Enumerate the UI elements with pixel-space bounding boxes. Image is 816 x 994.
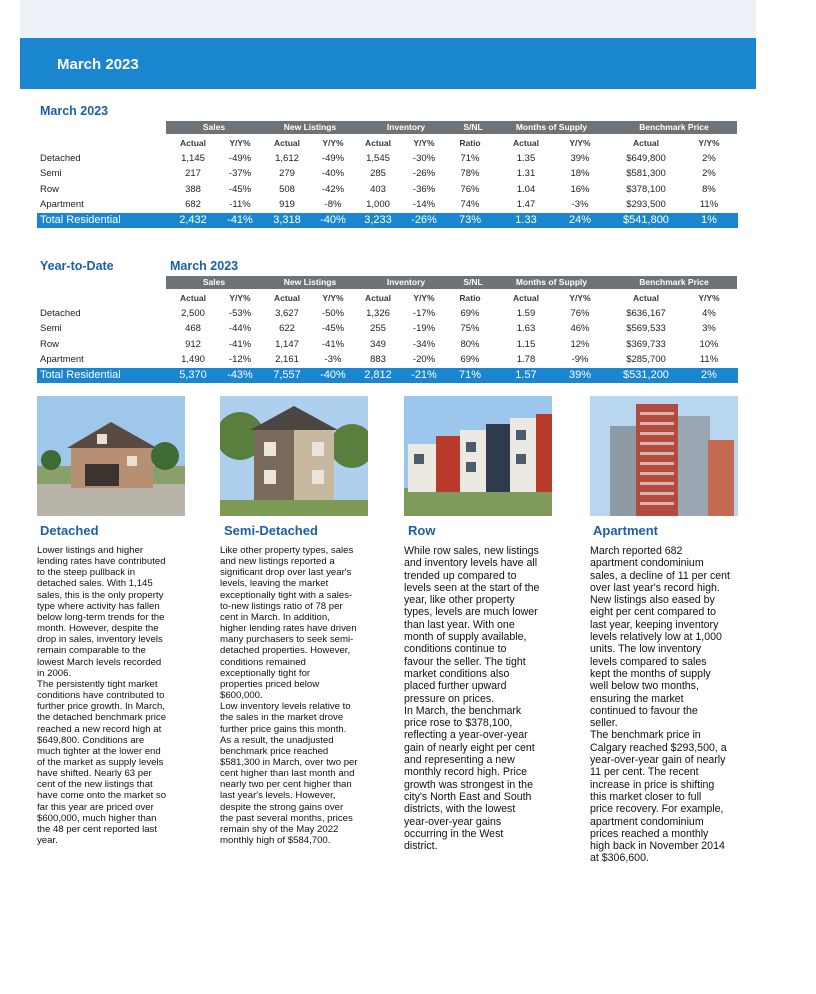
subheader: Y/Y% [569, 293, 591, 303]
subheader: Y/Y% [698, 138, 720, 148]
table-cell: $369,733 [626, 339, 666, 350]
table-cell: -45% [228, 184, 252, 195]
total-cell: $541,800 [623, 214, 669, 226]
apartment-tower-photo [590, 396, 738, 516]
subheader: Y/Y% [322, 138, 344, 148]
table-cell: -53% [228, 308, 252, 319]
row-label-semi: Semi [40, 168, 62, 179]
group-label-new-listings: New Listings [283, 122, 337, 132]
subheader: Actual [513, 293, 539, 303]
table-cell: 69% [460, 354, 480, 365]
table-cell: 1.04 [516, 184, 536, 195]
table-cell: 11% [699, 354, 719, 365]
group-label-snl: S/NL [463, 277, 483, 287]
group-label-sales: Sales [202, 122, 226, 132]
table-cell: -42% [321, 184, 345, 195]
table-cell: 285 [370, 168, 386, 179]
total-cell: 73% [458, 214, 482, 226]
subheader: Y/Y% [229, 293, 251, 303]
table-cell: 1,490 [181, 354, 205, 365]
row-text: While row sales, new listings and inventory levels have all trended up compared to levels seen at the start of the year, like other property types, levels are much lower than last year. With one month of supply available, conditions continue to favour the seller. The tight market conditions also placed further upward pressure on prices. In March, the benchmark price rose to $378,100, reflecting a year-over-year gain of nearly eight per cent and representing a new monthly record high. Price growth was strongest in the city's North East and South districts, with the lowest year-over-year gains occurring in the West district. [404, 545, 540, 853]
table-cell: 1.15 [516, 339, 536, 350]
table-cell: 76% [460, 184, 480, 195]
table-cell: 508 [279, 184, 295, 195]
table-cell: 217 [185, 168, 201, 179]
table-cell: 3% [702, 323, 716, 334]
table-cell: -14% [412, 199, 436, 210]
table-cell: -20% [412, 354, 436, 365]
subheader: Actual [633, 138, 659, 148]
subheader: Y/Y% [229, 138, 251, 148]
table-cell: 69% [460, 308, 480, 319]
total-cell: 39% [568, 369, 592, 381]
table-cell: 2% [702, 153, 716, 164]
total-cell: 2,432 [179, 214, 207, 226]
subheader: Actual [365, 138, 391, 148]
table-cell: 1.35 [516, 153, 536, 164]
subheader: Actual [180, 138, 206, 148]
row-label-row: Row [40, 339, 60, 350]
table-cell: 1,000 [366, 199, 390, 210]
table-cell: -17% [412, 308, 436, 319]
table-cell: -41% [321, 339, 345, 350]
subheader: Actual [274, 293, 300, 303]
table-cell: 622 [279, 323, 295, 334]
total-cell: 71% [458, 369, 482, 381]
page-title: March 2023 [57, 56, 139, 73]
apartment-text: March reported 682 apartment condominium sales, a decline of 11 per cent over last year's record high. New listings also eased by eight per cent compared to last year, keeping inventory levels relatively low at 1,000 units. The low inventory levels compared to sales kept the months of supply well below two months, ensuring the market continued to favour the seller. The benchmark price in Calgary reached $293,500, a year-over-year gain of nearly 11 per cent. The recent increase in price is shifting this market closer to full price recovery. For example, apartment condominium prices reached a monthly high back in November 2014 at $306,600. [590, 545, 730, 865]
row-house-photo [404, 396, 552, 516]
detached-text: Lower listings and higher lending rates have contributed to the steep pullback in detached sales. With 1,145 sales, this is the only property type where activity has fallen below long-term trends for the month. However, despite the drop in sales, inventory levels remain comparable to the lowest March levels recorded in 2006. The persistently tight market conditions have contributed to further price growth. In March, the detached benchmark price reached a new record high at $649,800. Conditions are much tighter at the lower end of the market as supply levels have shifted. Nearly 63 per cent of the new listings that have come onto the market so far this year are priced over $600,000, much higher than the 48 per cent reported last year. [37, 545, 167, 847]
table-cell: 919 [279, 199, 295, 210]
table-cell: 403 [370, 184, 386, 195]
table-cell: -49% [321, 153, 345, 164]
group-label-inventory: Inventory [386, 277, 426, 287]
subheader: Y/Y% [322, 293, 344, 303]
total-cell: 1% [701, 214, 717, 226]
table-cell: 883 [370, 354, 386, 365]
row-label-row: Row [40, 184, 60, 195]
subheader: Y/Y% [698, 293, 720, 303]
table-cell: 2,161 [275, 354, 299, 365]
row-label-detached: Detached [40, 308, 81, 319]
total-cell: -40% [320, 369, 346, 381]
table-cell: $569,533 [626, 323, 666, 334]
table-cell: 279 [279, 168, 295, 179]
detached-heading: Detached [40, 523, 99, 538]
total-cell: 3,318 [273, 214, 301, 226]
table-cell: 3,627 [275, 308, 299, 319]
table-cell: 10% [699, 339, 719, 350]
table-cell: 39% [570, 153, 590, 164]
table-cell: -50% [321, 308, 345, 319]
table-cell: 1,326 [366, 308, 390, 319]
row-heading: Row [408, 523, 436, 538]
table-cell: -30% [412, 153, 436, 164]
table-cell: -40% [321, 168, 345, 179]
table-cell: 1,147 [275, 339, 299, 350]
table-cell: 18% [570, 168, 590, 179]
group-label-benchmark-price: Benchmark Price [639, 122, 709, 132]
total-cell: -43% [227, 369, 253, 381]
table-cell: $581,300 [626, 168, 666, 179]
table-cell: 1.59 [516, 308, 536, 319]
table-cell: 12% [570, 339, 590, 350]
subheader: Y/Y% [413, 138, 435, 148]
table-cell: 682 [185, 199, 201, 210]
total-cell: 2,812 [364, 369, 392, 381]
table-cell: -34% [412, 339, 436, 350]
subheader: Actual [633, 293, 659, 303]
row-label-detached: Detached [40, 153, 81, 164]
subheader: Y/Y% [413, 293, 435, 303]
total-cell: 5,370 [179, 369, 207, 381]
subheader: Actual [513, 138, 539, 148]
subheader: Actual [365, 293, 391, 303]
table-cell: -12% [228, 354, 252, 365]
march-section-label: March 2023 [40, 104, 109, 118]
top-strip [20, 0, 756, 38]
total-cell: 2% [701, 369, 717, 381]
total-cell: $531,200 [623, 369, 669, 381]
table-cell: 255 [370, 323, 386, 334]
total-cell: 7,557 [273, 369, 301, 381]
table-cell: -11% [229, 199, 251, 210]
table-cell: $285,700 [626, 354, 666, 365]
total-cell: -21% [411, 369, 437, 381]
total-cell: 1.33 [515, 214, 537, 226]
table-cell: 1,545 [366, 153, 390, 164]
apartment-heading: Apartment [593, 523, 659, 538]
total-cell: 24% [568, 214, 592, 226]
total-cell: 1.57 [515, 369, 537, 381]
table-cell: 46% [570, 323, 590, 334]
table-cell: $378,100 [626, 184, 666, 195]
table-cell: -49% [228, 153, 252, 164]
detached-house-photo [37, 396, 185, 516]
table-cell: 1.63 [516, 323, 536, 334]
group-label-new-listings: New Listings [283, 277, 337, 287]
table-cell: -26% [412, 168, 436, 179]
table-cell: 388 [185, 184, 201, 195]
subheader: Actual [274, 138, 300, 148]
table-cell: 8% [702, 184, 716, 195]
row-label-apartment: Apartment [40, 199, 84, 210]
table-cell: -44% [228, 323, 252, 334]
table-cell: -45% [321, 323, 345, 334]
group-label-months-of-supply: Months of Supply [515, 122, 588, 132]
table-cell: 349 [370, 339, 386, 350]
table-cell: 912 [185, 339, 201, 350]
total-row-label: Total Residential [40, 214, 121, 226]
table-cell: 76% [570, 308, 590, 319]
table-cell: 2,500 [181, 308, 205, 319]
table-cell: -19% [412, 323, 436, 334]
group-label-inventory: Inventory [386, 122, 426, 132]
table-cell: 11% [699, 199, 719, 210]
semi-detached-house-photo [220, 396, 368, 516]
table-cell: 2% [702, 168, 716, 179]
table-cell: 1.47 [516, 199, 536, 210]
subheader: Ratio [459, 293, 481, 303]
total-row-label: Total Residential [40, 369, 121, 381]
total-cell: -40% [320, 214, 346, 226]
table-cell: 78% [460, 168, 480, 179]
table-cell: -36% [412, 184, 436, 195]
table-cell: -8% [324, 199, 342, 210]
table-cell: $293,500 [626, 199, 666, 210]
table-cell: 1,612 [275, 153, 299, 164]
semi-detached-heading: Semi-Detached [224, 523, 318, 538]
table-cell: $636,167 [626, 308, 666, 319]
table-cell: 74% [460, 199, 480, 210]
group-label-sales: Sales [202, 277, 226, 287]
row-label-semi: Semi [40, 323, 62, 334]
table-cell: 71% [460, 153, 480, 164]
table-cell: 1.31 [516, 168, 536, 179]
table-cell: 1,145 [181, 153, 205, 164]
table-cell: -37% [228, 168, 252, 179]
table-cell: 4% [702, 308, 716, 319]
total-cell: -41% [227, 214, 253, 226]
ytd-date-label: March 2023 [170, 259, 239, 273]
group-label-snl: S/NL [463, 122, 483, 132]
semi-detached-text: Like other property types, sales and new listings reported a significant drop over last year's levels, leaving the market exceptionally tight with a sales- to-new listings ratio of 78 per cent in March. In addition, higher lending rates have driven many purchasers to seek semi- detached properties. However, conditions remained exceptionally tight for properties priced below $600,000. Low inventory levels relative to the sales in the market drove further price gains this month. As a result, the unadjusted benchmark price reached $581,300 in March, over two per cent higher than last month and nearly two per cent higher than last year's levels. However, despite the strong gains over the past several months, prices remain shy of the May 2022 monthly high of $584,700. [220, 545, 358, 847]
ytd-section-label: Year-to-Date [40, 259, 114, 273]
table-cell: -3% [324, 354, 342, 365]
table-cell: -41% [228, 339, 252, 350]
subheader: Ratio [459, 138, 481, 148]
table-cell: 80% [460, 339, 480, 350]
group-label-months-of-supply: Months of Supply [515, 277, 588, 287]
table-cell: 16% [570, 184, 590, 195]
total-cell: -26% [411, 214, 437, 226]
table-cell: -3% [571, 199, 589, 210]
total-cell: 3,233 [364, 214, 392, 226]
subheader: Y/Y% [569, 138, 591, 148]
table-cell: $649,800 [626, 153, 666, 164]
table-cell: 1.78 [516, 354, 536, 365]
table-cell: 75% [460, 323, 480, 334]
row-label-apartment: Apartment [40, 354, 84, 365]
table-cell: -9% [571, 354, 589, 365]
table-cell: 468 [185, 323, 201, 334]
group-label-benchmark-price: Benchmark Price [639, 277, 709, 287]
subheader: Actual [180, 293, 206, 303]
